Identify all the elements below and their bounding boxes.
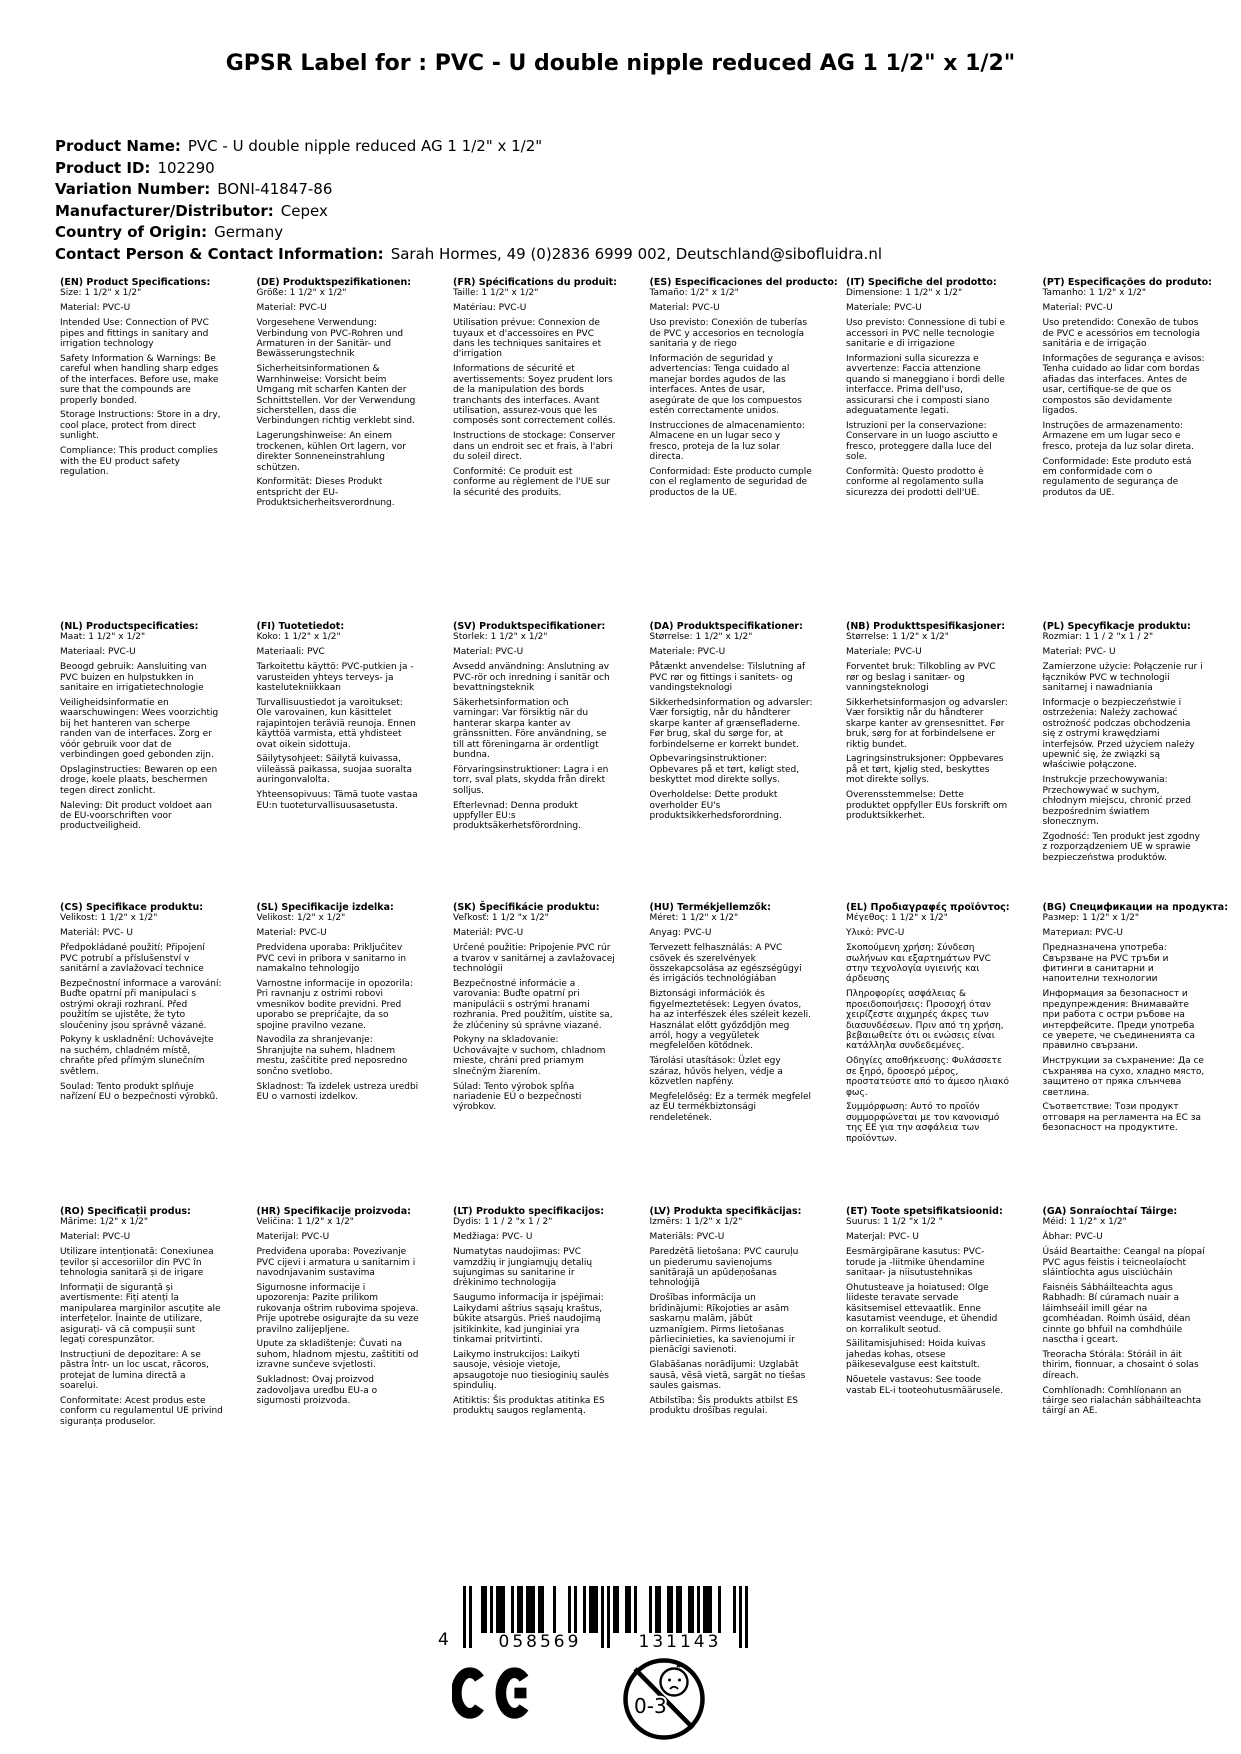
spec-paragraph: Soulad: Tento produkt splňuje nařízení EU o bezpečnosti výrobků. bbox=[60, 1081, 219, 1102]
spec-paragraph: Инструкции за съхранение: Да се съхранява на сухо, хладно място, защитено от пряка слънчева светлина. bbox=[1042, 1056, 1205, 1098]
spec-heading: (SK) Špecifikácie produktu: bbox=[453, 902, 600, 913]
barcode-left-digits: 058569 bbox=[498, 1632, 582, 1652]
spec-block-hu bbox=[650, 903, 813, 1123]
spec-paragraph: Compliance: This product complies with the EU product safety regulation. bbox=[60, 446, 218, 477]
spec-paragraph: Tervezett felhasználás: A PVC csövek és szerelvények összekapcsolása az egészségügyi és irrigációs technológiában bbox=[649, 943, 802, 985]
spec-paragraph: Zgodność: Ten produkt jest zgodny z rozporządzeniem UE w sprawie bezpieczeństwa produktów. bbox=[1042, 831, 1200, 863]
spec-paragraph: Material: PVC-U bbox=[256, 303, 327, 314]
spec-heading: (LT) Produkto specifikacijos: bbox=[453, 1206, 605, 1217]
spec-heading: (HU) Termékjellemzők: bbox=[649, 902, 771, 913]
spec-paragraph: Размер: 1 1/2" x 1/2" bbox=[1042, 913, 1140, 924]
spec-paragraph: Påtænkt anvendelse: Tilslutning af PVC rør og fittings i sanitets- og vandingsteknologi bbox=[649, 662, 806, 694]
spec-paragraph: Størrelse: 1 1/2" x 1/2" bbox=[846, 632, 949, 643]
spec-paragraph: Sicherheitsinformationen & Warnhinweise: Vorsicht beim Umgang mit scharfen Kanten der Schnittstellen. Vor der Verwendung sicherstellen, dass die Verbindungen richtig verklebt sind. bbox=[256, 364, 416, 427]
spec-paragraph: Materiaal: PVC-U bbox=[60, 647, 136, 658]
spec-paragraph: Materiāls: PVC-U bbox=[649, 1232, 725, 1243]
spec-block-lt bbox=[453, 1207, 616, 1417]
spec-heading: (EL) Προδιαγραφές προϊόντος: bbox=[846, 902, 1010, 913]
spec-paragraph: Materijal: PVC-U bbox=[256, 1232, 330, 1243]
spec-paragraph: Материал: PVC-U bbox=[1042, 928, 1123, 939]
spec-paragraph: Instrucțiuni de depozitare: A se păstra într- un loc uscat, răcoros, protejat de lumina directă a soarelui. bbox=[60, 1349, 209, 1392]
spec-paragraph: Naleving: Dit product voldoet aan de EU-voorschriften voor productveiligheid. bbox=[60, 800, 212, 832]
spec-paragraph: Glabāšanas norādījumi: Uzglabāt sausā, vēsā vietā, sargāt no tiešas saules gaismas. bbox=[649, 1360, 806, 1392]
spec-heading: (FI) Tuotetiedot: bbox=[256, 621, 345, 632]
spec-paragraph: Vorgesehene Verwendung: Verbindung von PVC-Rohren und Armaturen in der Sanitär- und Bewässerungstechnik bbox=[256, 318, 404, 360]
spec-paragraph: Forventet bruk: Tilkobling av PVC rør og beslag i sanitær- og vanningsteknologi bbox=[846, 662, 996, 694]
product-info-label: Country of Origin: bbox=[55, 223, 208, 241]
spec-paragraph: Instruções de armazenamento: Armazene em um lugar seco e fresco, proteja da luz solar direta. bbox=[1042, 420, 1195, 452]
product-info-label: Manufacturer/Distributor: bbox=[55, 201, 274, 220]
spec-heading: (BG) Спецификации на продукта: bbox=[1042, 902, 1229, 913]
spec-paragraph: Atitiktis: Šis produktas atitinka ES produktų saugos reglamentą. bbox=[453, 1396, 605, 1417]
spec-paragraph: Σκοπούμενη χρήση: Σύνδεση σωλήνων και εξαρτημάτων PVC στην τεχνολογία υγιεινής και άρδευσης bbox=[846, 943, 991, 985]
spec-paragraph: Pokyny k uskladnění: Uchovávejte na suchém, chladném místě, chraňte před přímým slunečním světlem. bbox=[60, 1035, 214, 1077]
spec-paragraph: Konformität: Dieses Produkt entspricht der EU-Produktsicherheitsverordnung. bbox=[256, 477, 395, 509]
spec-paragraph: Predvidena uporaba: Priključitev PVC cevi in pribora v sanitarno in namakalno tehnologijo bbox=[256, 943, 407, 975]
product-info-label: Contact Person & Contact Information: bbox=[55, 244, 384, 263]
spec-paragraph: Opbevaringsinstruktioner: Opbevares på et tørt, køligt sted, beskyttet mod direkte sollys. bbox=[649, 754, 800, 786]
spec-paragraph: Ábhar: PVC-U bbox=[1042, 1232, 1103, 1243]
spec-paragraph: Informacje o bezpieczeństwie i ostrzeżenia: Należy zachować ostrożność podczas obchodzenia się z ostrymi krawędziami interfejsów. Przed użyciem należy upewnić się, że związki są właściwie połączone. bbox=[1042, 697, 1195, 771]
spec-paragraph: Предназначена употреба: Свързване на PVC тръби и фитинги в санитарни и напоителни технологии bbox=[1042, 943, 1169, 985]
spec-paragraph: Υλικό: PVC-U bbox=[846, 928, 905, 939]
spec-paragraph: Materiale: PVC-U bbox=[649, 647, 726, 658]
spec-block-de bbox=[257, 278, 420, 509]
spec-paragraph: Συμμόρφωση: Αυτό το προϊόν συμμορφώνεται με τον κανονισμό της ΕΕ για την ασφάλεια των προϊόντων. bbox=[846, 1102, 1000, 1144]
spec-paragraph: Varnostne informacije in opozorila: Pri ravnanju z ostrimi robovi vmesnikov bodite previdni. Pred uporabo se prepričajte, da so spojine pravilno vezane. bbox=[256, 978, 413, 1031]
spec-paragraph: Nõuetele vastavus: See toode vastab EL-i tooteohutusmäärusele. bbox=[846, 1375, 1004, 1396]
spec-paragraph: Förvaringsinstruktioner: Lagra i en torr, sval plats, skydda från direkt solljus. bbox=[453, 764, 609, 796]
spec-heading: (PL) Specyfikacje produktu: bbox=[1042, 621, 1191, 632]
spec-block-nl bbox=[60, 622, 223, 832]
spec-paragraph: Numatytas naudojimas: PVC vamzdžių ir jungiamųjų detalių sujungimas su sanitarine ir drėkinimo technologija bbox=[453, 1247, 593, 1289]
spec-paragraph: Materiale: PVC-U bbox=[846, 647, 922, 658]
spec-block-sl bbox=[257, 903, 420, 1102]
product-info-label: Product ID: bbox=[55, 158, 151, 177]
product-info-value: BONI-41847-86 bbox=[217, 180, 333, 198]
spec-paragraph: Material: PVC-U bbox=[1042, 303, 1113, 314]
spec-paragraph: Material: PVC-U bbox=[60, 1232, 131, 1243]
spec-heading: (NB) Produkttspesifikasjoner: bbox=[846, 621, 1006, 632]
product-info-section bbox=[55, 136, 882, 265]
spec-paragraph: Material: PVC-U bbox=[453, 647, 524, 658]
spec-paragraph: Conformité: Ce produit est conforme au règlement de l'UE sur la sécurité des produits. bbox=[453, 467, 611, 498]
spec-paragraph: Rozmiar: 1 1 / 2 "x 1 / 2" bbox=[1042, 632, 1154, 643]
spec-paragraph: Información de seguridad y advertencias: Tenga cuidado al manejar bordes agudos de las interfaces. Antes de usar, asegúrate de que los compuestos estén correctamente unidos. bbox=[649, 353, 802, 416]
spec-block-sk bbox=[453, 903, 616, 1113]
spec-paragraph: Matériau: PVC-U bbox=[453, 303, 527, 314]
spec-paragraph: Pokyny na skladovanie: Uchovávajte v suchom, chladnom mieste, chráni pred priamym slnečným žiarením. bbox=[453, 1035, 606, 1077]
spec-paragraph: Materiał: PVC- U bbox=[1042, 647, 1116, 658]
spec-paragraph: Tarkoitettu käyttö: PVC-putkien ja -varusteiden yhteys terveys- ja kastelutekniikkaan bbox=[256, 662, 414, 694]
spec-paragraph: Lagerungshinweise: An einem trockenen, kühlen Ort lagern, vor direkter Sonneneinstrahlung schützen. bbox=[256, 431, 406, 473]
spec-block-lv bbox=[650, 1207, 813, 1417]
spec-heading: (EN) Product Specifications: bbox=[60, 277, 211, 288]
spec-paragraph: Bezpečnostní informace a varování: Buďte opatrní při manipulaci s ostrými okraji rozhraní. Před použitím se ujistěte, že tyto sloučeniny jsou správně vázané. bbox=[60, 978, 222, 1031]
product-info-row bbox=[55, 244, 882, 266]
spec-paragraph: Materiale: PVC-U bbox=[846, 303, 922, 314]
spec-paragraph: Velikost: 1/2" x 1/2" bbox=[256, 913, 346, 924]
spec-heading: (LV) Produkta specifikācijas: bbox=[649, 1206, 802, 1217]
spec-block-da bbox=[650, 622, 813, 821]
spec-paragraph: Informações de segurança e avisos: Tenha cuidado ao lidar com bordas afiadas das interfaces. Antes de usar, certifique-se de que os compostos são devidamente ligados. bbox=[1042, 353, 1205, 416]
spec-paragraph: Anyag: PVC-U bbox=[649, 928, 712, 939]
product-info-row bbox=[55, 179, 882, 201]
spec-paragraph: Atbilstība: Šis produkts atbilst ES produktu drošības regulai. bbox=[649, 1396, 799, 1417]
spec-paragraph: Veľkosť: 1 1/2 "x 1/2" bbox=[453, 913, 549, 924]
spec-block-en bbox=[60, 278, 223, 477]
spec-paragraph: Megfelelőség: Ez a termék megfelel az EU termékbiztonsági rendeletének. bbox=[649, 1092, 811, 1123]
spec-paragraph: Méid: 1 1/2" x 1/2" bbox=[1042, 1217, 1127, 1228]
spec-heading: (HR) Specifikacije proizvoda: bbox=[256, 1206, 411, 1217]
spec-row-4 bbox=[60, 1207, 1206, 1427]
spec-paragraph: Paredzētā lietošana: PVC cauruļu un piederumu savienojums sanitārajā un apūdeņošanas tehnoloģijā bbox=[649, 1247, 799, 1289]
spec-paragraph: Instrucciones de almacenamiento: Almacene en un lugar seco y fresco, proteja de la luz solar directa. bbox=[649, 420, 805, 463]
spec-paragraph: Materiál: PVC-U bbox=[453, 928, 524, 939]
spec-paragraph: Intended Use: Connection of PVC pipes and fittings in sanitary and irrigation technology bbox=[60, 318, 209, 350]
spec-heading: (ES) Especificaciones del producto: bbox=[649, 277, 838, 288]
spec-paragraph: Säilitamisjuhised: Hoida kuivas jahedas kohas, otsese päikesevalguse eest kaitstult. bbox=[846, 1339, 986, 1371]
spec-paragraph: Určené použitie: Pripojenie PVC rúr a tvarov v sanitárnej a zavlažovacej technológii bbox=[453, 943, 615, 975]
spec-heading: (SV) Produktspecifikationer: bbox=[453, 621, 606, 632]
spec-paragraph: Izmērs: 1 1/2" x 1/2" bbox=[649, 1217, 743, 1228]
spec-paragraph: Laikymo instrukcijos: Laikyti sausoje, vėsioje vietoje, apsaugotoje nuo tiesioginių saulės spindulių. bbox=[453, 1349, 609, 1392]
spec-heading: (ET) Toote spetsifikatsioonid: bbox=[846, 1206, 1003, 1217]
spec-paragraph: Beoogd gebruik: Aansluiting van PVC buizen en hulpstukken in sanitaire en irrigatietechnologie bbox=[60, 662, 207, 694]
spec-block-fr bbox=[453, 278, 616, 498]
spec-heading: (RO) Specificații produs: bbox=[60, 1206, 191, 1217]
spec-paragraph: Súlad: Tento výrobok spĺňa nariadenie EÚ o bezpečnosti výrobkov. bbox=[453, 1081, 582, 1113]
spec-paragraph: Biztonsági információk és figyelmeztetések: Legyen óvatos, ha az interfészek éles széleit kezeli. Használat előtt győződjön meg arról, hogy a vegyületek megfelelően kötődnek. bbox=[649, 989, 811, 1052]
spec-paragraph: Storage Instructions: Store in a dry, cool place, protect from direct sunlight. bbox=[60, 410, 221, 442]
spec-row-2 bbox=[60, 622, 1206, 863]
spec-paragraph: Saugumo informacija ir įspėjimai: Laikydami aštrius sąsajų kraštus, būkite atsargūs. Prieš naudojimą įsitikinkite, kad junginiai yra tinkamai pritvirtinti. bbox=[453, 1293, 604, 1345]
product-info-value: PVC - U double nipple reduced AG 1 1/2" x 1/2" bbox=[187, 137, 543, 155]
age-warning-range: 0-3 bbox=[634, 1694, 667, 1718]
product-info-row bbox=[55, 136, 882, 158]
product-info-label: Product Name: bbox=[55, 137, 181, 155]
spec-paragraph: Sikkerhetsinformasjon og advarsler: Vær forsiktig når du håndterer skarpe kanter av grensesnittet. Før bruk, sørg for at forbindelsene er riktig bundet. bbox=[846, 697, 1008, 750]
spec-paragraph: Zamierzone użycie: Połączenie rur i łączników PVC w technologii sanitarnej i nawadniania bbox=[1042, 662, 1203, 694]
spec-paragraph: Tamaño: 1/2" x 1/2" bbox=[649, 288, 739, 299]
spec-heading: (FR) Spécifications du produit: bbox=[453, 277, 617, 288]
spec-paragraph: Μέγεθος: 1 1/2" x 1/2" bbox=[846, 913, 948, 924]
spec-block-it bbox=[846, 278, 1009, 498]
spec-paragraph: Tamanho: 1 1/2" x 1/2" bbox=[1042, 288, 1146, 299]
spec-paragraph: Uso previsto: Conexión de tuberías de PVC y accesorios en tecnología sanitaria y de riego bbox=[649, 318, 808, 350]
spec-paragraph: Taille: 1 1/2" x 1/2" bbox=[453, 288, 539, 299]
spec-paragraph: Информация за безопасност и предупреждения: Внимавайте при работа с остри ръбове на интерфейсите. Преди употреба се уверете, че съединенията са правилно свързани. bbox=[1042, 989, 1196, 1052]
spec-paragraph: Conformitate: Acest produs este conform cu regulamentul UE privind siguranța produselor. bbox=[60, 1396, 223, 1427]
spec-paragraph: Faisnéis Sábháilteachta agus Rabhadh: Bí cúramach nuair a láimhseáil imill géar na gcomhéadan. Roimh úsáid, déan cinnte go bhfuil na comhdhúile nasctha i gceart. bbox=[1042, 1282, 1191, 1345]
spec-paragraph: Safety Information & Warnings: Be careful when handling sharp edges of the interfaces. Before use, make sure that the compounds are properly bonded. bbox=[60, 353, 219, 406]
product-info-row bbox=[55, 158, 882, 180]
barcode-right-digits: 131143 bbox=[638, 1632, 722, 1652]
spec-paragraph: Yhteensopivuus: Tämä tuote vastaa EU:n tuoteturvallisuusasetusta. bbox=[256, 790, 418, 811]
product-info-value: Cepex bbox=[280, 201, 328, 220]
spec-paragraph: Sikkerhedsinformation og advarsler: Vær forsigtig, når du håndterer skarpe kanter af grænsefladerne. Før brug, skal du sørge for, at forbindelserne er korrekt bundet. bbox=[649, 697, 813, 750]
spec-row-3 bbox=[60, 902, 1229, 1144]
spec-paragraph: Lagringsinstruksjoner: Oppbevares på et tørt, kjølig sted, beskyttes mot direkte sollys. bbox=[846, 754, 1004, 786]
spec-paragraph: Eesmärgipärane kasutus: PVC-torude ja -liitmike ühendamine sanitaar- ja niisutustehnikas bbox=[846, 1247, 985, 1279]
spec-block-bg bbox=[1042, 902, 1229, 1134]
spec-paragraph: Turvallisuustiedot ja varoitukset: Ole varovainen, kun käsittelet rajapintojen teräviä reunoja. Ennen käyttöä varmista, että yhdisteet ovat oikein sidottuja. bbox=[256, 697, 416, 750]
spec-paragraph: Material: PVC-U bbox=[60, 303, 131, 314]
spec-paragraph: Úsáid Beartaithe: Ceangal na píopaí PVC agus feistis i teicneolaíocht sláintíochta agus uisciúcháin bbox=[1042, 1247, 1205, 1279]
spec-paragraph: Overensstemmelse: Dette produktet oppfyller EUs forskrift om produktsikkerhet. bbox=[846, 790, 1008, 821]
product-info-row bbox=[55, 201, 882, 223]
spec-paragraph: Navodila za shranjevanje: Shranjujte na suhem, hladnem mestu, zaščitite pred neposredno sončno svetlobo. bbox=[256, 1035, 408, 1077]
spec-paragraph: Materiaali: PVC bbox=[256, 647, 325, 658]
spec-paragraph: Conformità: Questo prodotto è conforme al regolamento sulla sicurezza dei prodotti dell'UE. bbox=[846, 467, 984, 498]
spec-paragraph: Informations de sécurité et avertissements: Soyez prudent lors de la manipulation des bords tranchants des interfaces. Avant utilisation, assurez-vous que les composés sont correctement collés. bbox=[453, 364, 616, 427]
spec-paragraph: Velikost: 1 1/2" x 1/2" bbox=[60, 913, 158, 924]
spec-block-ro bbox=[60, 1207, 223, 1427]
spec-paragraph: Istruzioni per la conservazione: Conservare in un luogo asciutto e fresco, proteggere dalla luce del sole. bbox=[846, 420, 998, 463]
spec-paragraph: Medžiaga: PVC- U bbox=[453, 1232, 533, 1243]
spec-paragraph: Größe: 1 1/2" x 1/2" bbox=[256, 288, 347, 299]
page-title: GPSR Label for : PVC - U double nipple reduced AG 1 1/2" x 1/2" bbox=[225, 51, 1016, 76]
product-info-label: Variation Number: bbox=[55, 180, 211, 198]
spec-block-hr bbox=[257, 1207, 420, 1406]
spec-paragraph: Instrukcje przechowywania: Przechowywać w suchym, chłodnym miejscu, chronić przed bezpośrednim światłem słonecznym. bbox=[1042, 775, 1192, 827]
spec-paragraph: Efterlevnad: Denna produkt uppfyller EU:s produktsäkerhetsförordning. bbox=[453, 800, 581, 832]
spec-paragraph: Πληροφορίες ασφάλειας & προειδοποιήσεις: Προσοχή όταν χειρίζεστε αιχμηρές άκρες των διασυνδέσεων. Πριν από τη χρήση, βεβαιωθείτε ότι οι ενώσεις είναι κατάλληλα συνδεδεμένες. bbox=[846, 989, 1004, 1052]
spec-paragraph: Veličina: 1 1/2" x 1/2" bbox=[256, 1217, 354, 1228]
spec-heading: (DE) Produktspezifikationen: bbox=[256, 277, 412, 288]
spec-block-ga bbox=[1043, 1207, 1206, 1417]
spec-heading: (DA) Produktspecifikationer: bbox=[649, 621, 803, 632]
spec-block-es bbox=[649, 277, 838, 498]
spec-paragraph: Skladnost: Ta izdelek ustreza uredbi EU o varnosti izdelkov. bbox=[256, 1081, 419, 1102]
spec-paragraph: Koko: 1 1/2" x 1/2" bbox=[256, 632, 341, 643]
spec-paragraph: Méret: 1 1/2" x 1/2" bbox=[649, 913, 739, 924]
spec-paragraph: Overholdelse: Dette produkt overholder EU's produktsikkerhedsforordning. bbox=[649, 790, 782, 821]
ce-mark-icon bbox=[452, 1663, 540, 1723]
spec-paragraph: Utilizare intenționată: Conexiunea țevilor și accesoriilor din PVC în tehnologia sanitară și de irigare bbox=[60, 1247, 214, 1279]
spec-block-sv bbox=[453, 622, 616, 832]
spec-paragraph: Drošības informācija un brīdinājumi: Rīkojoties ar asām saskarņu malām, jābūt uzmanīgiem. Pirms lietošanas pārliecinieties, ka savienojumi ir pienācīgi savienoti. bbox=[649, 1293, 795, 1356]
product-info-value: Sarah Hormes, 49 (0)2836 6999 002, Deutschland@sibofluidra.nl bbox=[390, 244, 882, 263]
spec-paragraph: Ohutusteave ja hoiatused: Olge liideste teravate servade käsitsemisel ettevaatlik. Enne kasutamist veenduge, et ühendid on korralikult seotud. bbox=[846, 1282, 998, 1335]
spec-paragraph: Sukladnost: Ovaj proizvod zadovoljava uredbu EU-a o sigurnosti proizvoda. bbox=[256, 1375, 378, 1406]
spec-paragraph: Tárolási utasítások: Üzlet egy száraz, hűvös helyen, védje a közvetlen napfény. bbox=[649, 1056, 783, 1088]
barcode-lead-digit: 4 bbox=[438, 1630, 449, 1650]
spec-paragraph: Съответствие: Този продукт отговаря на регламента на ЕС за безопасност на продуктите. bbox=[1042, 1102, 1202, 1134]
spec-paragraph: Dimensione: 1 1/2" x 1/2" bbox=[846, 288, 963, 299]
spec-paragraph: Säkerhetsinformation och varningar: Var försiktig när du hanterar skarpa kanter av gränssnitten. Före användning, se till att föreningarna är ordentligt bundna. bbox=[453, 697, 607, 760]
spec-paragraph: Conformidad: Este producto cumple con el reglamento de seguridad de productos de la UE. bbox=[649, 467, 812, 498]
spec-paragraph: Informazioni sulla sicurezza e avvertenze: Faccia attenzione quando si maneggiano i bordi delle interfacce. Prima dell'uso, assicurarsi che i composti siano adeguatamente legati. bbox=[846, 353, 1005, 416]
spec-paragraph: Avsedd användning: Anslutning av PVC-rör och inredning i sanitär och bevattningsteknik bbox=[453, 662, 610, 694]
spec-heading: (NL) Productspecificaties: bbox=[60, 621, 199, 632]
spec-paragraph: Sigurnosne informacije i upozorenja: Pazite prilikom rukovanja oštrim rubovima spojeva. Prije upotrebe osigurajte da su veze pravilno zalijepljene. bbox=[256, 1282, 419, 1335]
spec-paragraph: Οδηγίες αποθήκευσης: Φυλάσσετε σε ξηρό, δροσερό μέρος, προστατεύστε από το άμεσο ηλιακό φως. bbox=[846, 1056, 1009, 1098]
spec-paragraph: Suurus: 1 1/2 "x 1/2 " bbox=[846, 1217, 943, 1228]
spec-row-1 bbox=[60, 277, 1212, 509]
spec-paragraph: Upute za skladištenje: Čuvati na suhom, hladnom mjestu, zaštititi od izravne sunčeve svjetlosti. bbox=[256, 1339, 419, 1371]
spec-paragraph: Opslaginstructies: Bewaren op een droge, koele plaats, beschermen tegen direct zonlicht. bbox=[60, 764, 218, 796]
spec-paragraph: Bezpečnostné informácie a varovania: Buďte opatrní pri manipulácii s ostrými hranami rozhrania. Pred použitím, uistite sa, že zlúčeniny sú správne viazané. bbox=[453, 978, 613, 1031]
spec-paragraph: Informații de siguranță și avertismente: Fiți atenți la manipularea marginilor ascuțite ale interfețelor. Înainte de utilizare, asigurați- vă că compușii sunt legați corespunzător. bbox=[60, 1282, 221, 1345]
spec-paragraph: Maat: 1 1/2" x 1/2" bbox=[60, 632, 146, 643]
spec-heading: (IT) Specifiche del prodotto: bbox=[846, 277, 997, 288]
spec-paragraph: Předpokládané použití: Připojení PVC potrubí a příslušenství v sanitární a zavlažovací technice bbox=[60, 943, 205, 975]
spec-paragraph: Uso pretendido: Conexão de tubos de PVC e acessórios em tecnologia sanitária e de irrigação bbox=[1042, 318, 1201, 350]
spec-paragraph: Størrelse: 1 1/2" x 1/2" bbox=[649, 632, 753, 643]
spec-paragraph: Uso previsto: Connessione di tubi e accessori in PVC nelle tecnologie sanitarie e di irrigazione bbox=[846, 318, 1005, 350]
spec-block-pl bbox=[1043, 622, 1206, 863]
spec-paragraph: Treoracha Stórála: Stóráil in áit thirim, fionnuar, a chosaint ó solas díreach. bbox=[1042, 1349, 1199, 1381]
spec-paragraph: Veiligheidsinformatie en waarschuwingen: Wees voorzichtig bij het hanteren van scherpe randen van de interfaces. Zorg er vóór gebruik voor dat de verbindingen goed gebonden zijn. bbox=[60, 697, 219, 760]
spec-heading: (CS) Specifikace produktu: bbox=[60, 902, 204, 913]
product-info-value: 102290 bbox=[157, 158, 215, 177]
spec-heading: (GA) Sonraíochtaí Táirge: bbox=[1042, 1206, 1178, 1217]
spec-block-el bbox=[846, 903, 1009, 1144]
barcode bbox=[438, 1586, 738, 1656]
spec-block-nb bbox=[846, 622, 1009, 821]
spec-block-fi bbox=[257, 622, 420, 811]
age-warning-icon bbox=[620, 1655, 708, 1743]
baby-face-icon bbox=[661, 1664, 688, 1695]
spec-paragraph: Mărime: 1/2" x 1/2" bbox=[60, 1217, 148, 1228]
spec-paragraph: Säilytysohjeet: Säilytä kuivassa, viileässä paikassa, suojaa suoralta auringonvalolta. bbox=[256, 754, 412, 786]
spec-paragraph: Predviđena uporaba: Povezivanje PVC cijevi i armatura u sanitarnim i navodnjavanim sustavima bbox=[256, 1247, 416, 1279]
product-info-row bbox=[55, 222, 882, 244]
spec-heading: (PT) Especificações do produto: bbox=[1042, 277, 1212, 288]
spec-paragraph: Storlek: 1 1/2" x 1/2" bbox=[453, 632, 548, 643]
spec-paragraph: Utilisation prévue: Connexion de tuyaux et d'accessoires en PVC dans les techniques sanitaires et d'irrigation bbox=[453, 318, 602, 360]
spec-paragraph: Materiál: PVC- U bbox=[60, 928, 134, 939]
spec-block-et bbox=[846, 1207, 1009, 1396]
spec-paragraph: Material: PVC-U bbox=[649, 303, 720, 314]
spec-heading: (SL) Specifikacije izdelka: bbox=[256, 902, 394, 913]
spec-paragraph: Material: PVC-U bbox=[256, 928, 327, 939]
spec-block-pt bbox=[1042, 277, 1212, 498]
spec-block-cs bbox=[60, 903, 223, 1102]
spec-paragraph: Instructions de stockage: Conserver dans un endroit sec et frais, à l'abri du soleil direct. bbox=[453, 431, 616, 463]
spec-paragraph: Comhlíonadh: Comhlíonann an táirge seo rialachán sábháilteachta táirgí an AE. bbox=[1042, 1385, 1202, 1417]
product-info-value: Germany bbox=[214, 223, 284, 241]
spec-paragraph: Materjal: PVC- U bbox=[846, 1232, 920, 1243]
spec-paragraph: Dydis: 1 1 / 2 "x 1 / 2" bbox=[453, 1217, 553, 1228]
spec-paragraph: Conformidade: Este produto está em conformidade com o regulamento de segurança de produtos da UE. bbox=[1042, 456, 1192, 498]
spec-paragraph: Size: 1 1/2" x 1/2" bbox=[60, 288, 142, 299]
